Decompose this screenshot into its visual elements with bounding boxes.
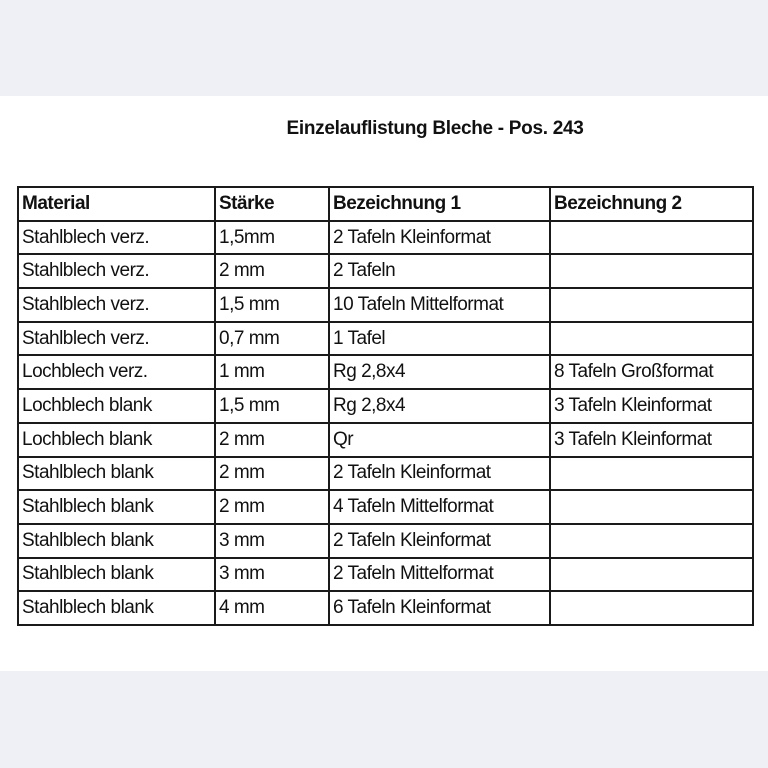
cell-thickness: 0,7 mm bbox=[215, 322, 329, 356]
cell-designation-1: 2 Tafeln bbox=[329, 254, 550, 288]
cell-material: Stahlblech verz. bbox=[18, 221, 215, 255]
cell-designation-1: Rg 2,8x4 bbox=[329, 355, 550, 389]
cell-designation-1: 2 Tafeln Kleinformat bbox=[329, 524, 550, 558]
table-header-row bbox=[18, 187, 753, 221]
cell-designation-1: 2 Tafeln Kleinformat bbox=[329, 221, 550, 255]
table-body bbox=[18, 221, 753, 625]
header-designation-2: Bezeichnung 2 bbox=[550, 187, 753, 221]
table-row bbox=[18, 490, 753, 524]
cell-designation-1: 10 Tafeln Mittelformat bbox=[329, 288, 550, 322]
cell-designation-1: 2 Tafeln Kleinformat bbox=[329, 457, 550, 491]
cell-thickness: 1,5mm bbox=[215, 221, 329, 255]
cell-designation-2 bbox=[550, 558, 753, 592]
cell-designation-1: 2 Tafeln Mittelformat bbox=[329, 558, 550, 592]
table-row bbox=[18, 322, 753, 356]
cell-designation-2 bbox=[550, 322, 753, 356]
cell-designation-2 bbox=[550, 221, 753, 255]
cell-designation-1: Qr bbox=[329, 423, 550, 457]
cell-designation-2 bbox=[550, 254, 753, 288]
cell-designation-1: 4 Tafeln Mittelformat bbox=[329, 490, 550, 524]
cell-designation-2 bbox=[550, 524, 753, 558]
cell-thickness: 4 mm bbox=[215, 591, 329, 625]
cell-designation-2 bbox=[550, 288, 753, 322]
cell-thickness: 2 mm bbox=[215, 490, 329, 524]
cell-material: Stahlblech blank bbox=[18, 591, 215, 625]
header-designation-1: Bezeichnung 1 bbox=[329, 187, 550, 221]
cell-thickness: 1 mm bbox=[215, 355, 329, 389]
document-title: Einzelauflistung Bleche - Pos. 243 bbox=[286, 118, 584, 139]
table-row bbox=[18, 558, 753, 592]
document-page bbox=[0, 96, 768, 671]
table-row bbox=[18, 288, 753, 322]
cell-designation-2: 3 Tafeln Kleinformat bbox=[550, 423, 753, 457]
cell-thickness: 2 mm bbox=[215, 254, 329, 288]
cell-material: Stahlblech verz. bbox=[18, 254, 215, 288]
cell-designation-1: Rg 2,8x4 bbox=[329, 389, 550, 423]
table-row bbox=[18, 221, 753, 255]
cell-material: Stahlblech blank bbox=[18, 490, 215, 524]
header-thickness: Stärke bbox=[215, 187, 329, 221]
cell-thickness: 3 mm bbox=[215, 524, 329, 558]
sheet-metal-table bbox=[17, 186, 754, 626]
cell-material: Lochblech blank bbox=[18, 423, 215, 457]
cell-designation-2: 3 Tafeln Kleinformat bbox=[550, 389, 753, 423]
cell-thickness: 1,5 mm bbox=[215, 389, 329, 423]
header-material: Material bbox=[18, 187, 215, 221]
cell-material: Lochblech verz. bbox=[18, 355, 215, 389]
cell-material: Stahlblech blank bbox=[18, 457, 215, 491]
cell-thickness: 2 mm bbox=[215, 457, 329, 491]
cell-designation-2 bbox=[550, 591, 753, 625]
cell-material: Stahlblech verz. bbox=[18, 288, 215, 322]
cell-designation-2: 8 Tafeln Großformat bbox=[550, 355, 753, 389]
table-row bbox=[18, 423, 753, 457]
cell-material: Stahlblech blank bbox=[18, 524, 215, 558]
cell-thickness: 3 mm bbox=[215, 558, 329, 592]
table-row bbox=[18, 524, 753, 558]
cell-designation-2 bbox=[550, 457, 753, 491]
cell-designation-2 bbox=[550, 490, 753, 524]
table-row bbox=[18, 389, 753, 423]
cell-material: Stahlblech verz. bbox=[18, 322, 215, 356]
cell-designation-1: 6 Tafeln Kleinformat bbox=[329, 591, 550, 625]
table-row bbox=[18, 457, 753, 491]
cell-thickness: 1,5 mm bbox=[215, 288, 329, 322]
cell-thickness: 2 mm bbox=[215, 423, 329, 457]
cell-designation-1: 1 Tafel bbox=[329, 322, 550, 356]
table-row bbox=[18, 355, 753, 389]
cell-material: Lochblech blank bbox=[18, 389, 215, 423]
cell-material: Stahlblech blank bbox=[18, 558, 215, 592]
table-row bbox=[18, 591, 753, 625]
table-row bbox=[18, 254, 753, 288]
